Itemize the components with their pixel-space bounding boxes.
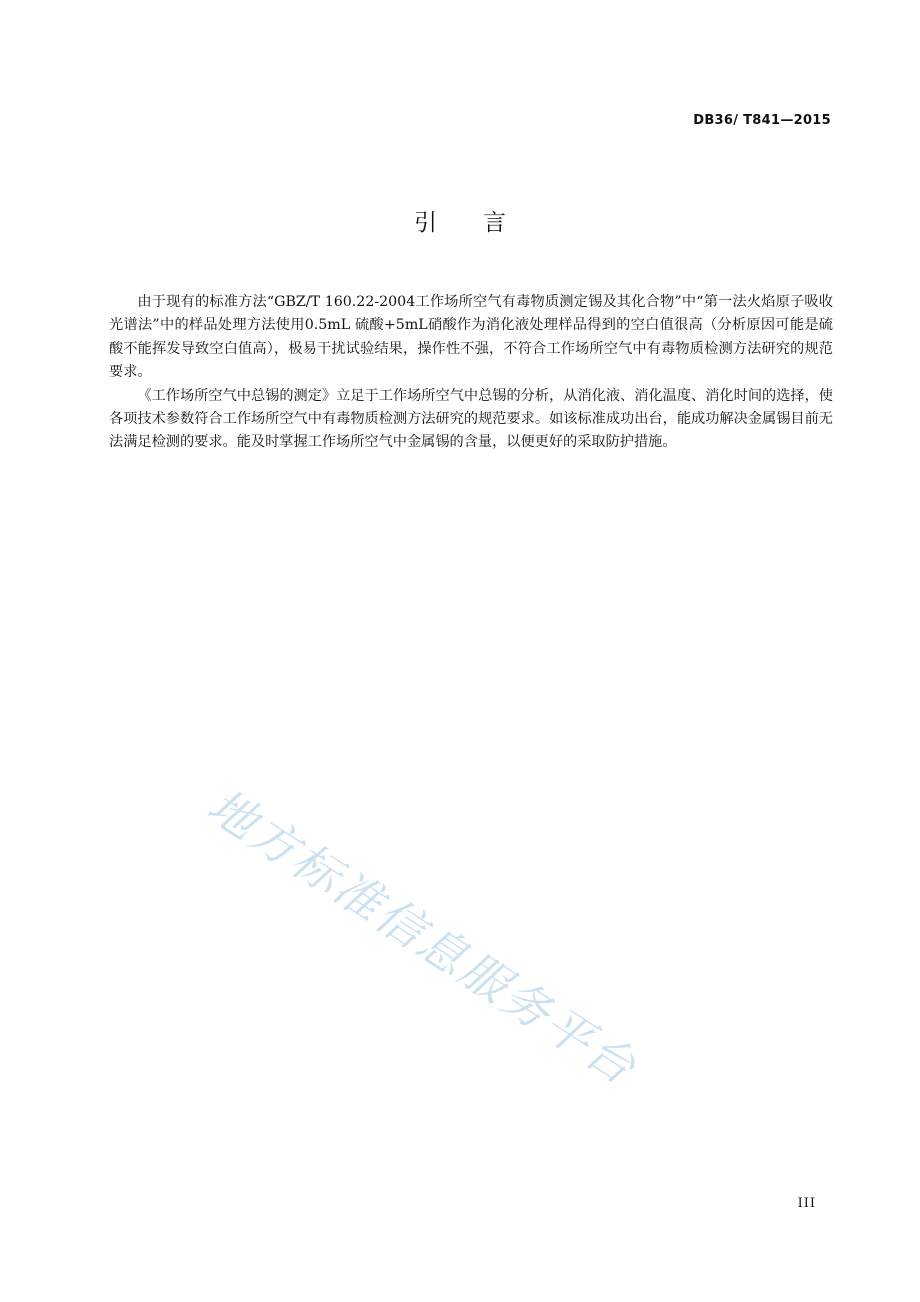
paragraph-1: 由于现有的标准方法“GBZ/T 160.22-2004工作场所空气有毒物质测定锡及其化合物”中“第一法火焰原子吸收光谱法”中的样品处理方法使用0.5mL 硫酸+5mL硝酸作为消化液处理样品得到的空白值很高（分析原因可能是硫酸不能挥发导致空白值高），极易干扰试验结果，操作性不强，不符合工作场所空气中有毒物质检测方法研究的规范要求。 (109, 294, 833, 381)
document-code: DB36/ T841—2015 (693, 113, 831, 128)
watermark: 地方标准信息服务平台 (197, 778, 647, 1097)
page-title: 引言 (414, 210, 552, 236)
paragraph-2: 《工作场所空气中总锡的测定》立足于工作场所空气中总锡的分析，从消化液、消化温度、消化时间的选择，使各项技术参数符合工作场所空气中有毒物质检测方法研究的规范要求。如该标准成功出台，能成功解决金属锡目前无法满足检测的要求。能及时掌握工作场所空气中金属锡的含量，以便更好的采取防护措施。 (109, 387, 833, 451)
body-text (109, 291, 833, 455)
page-number: III (797, 1196, 816, 1211)
